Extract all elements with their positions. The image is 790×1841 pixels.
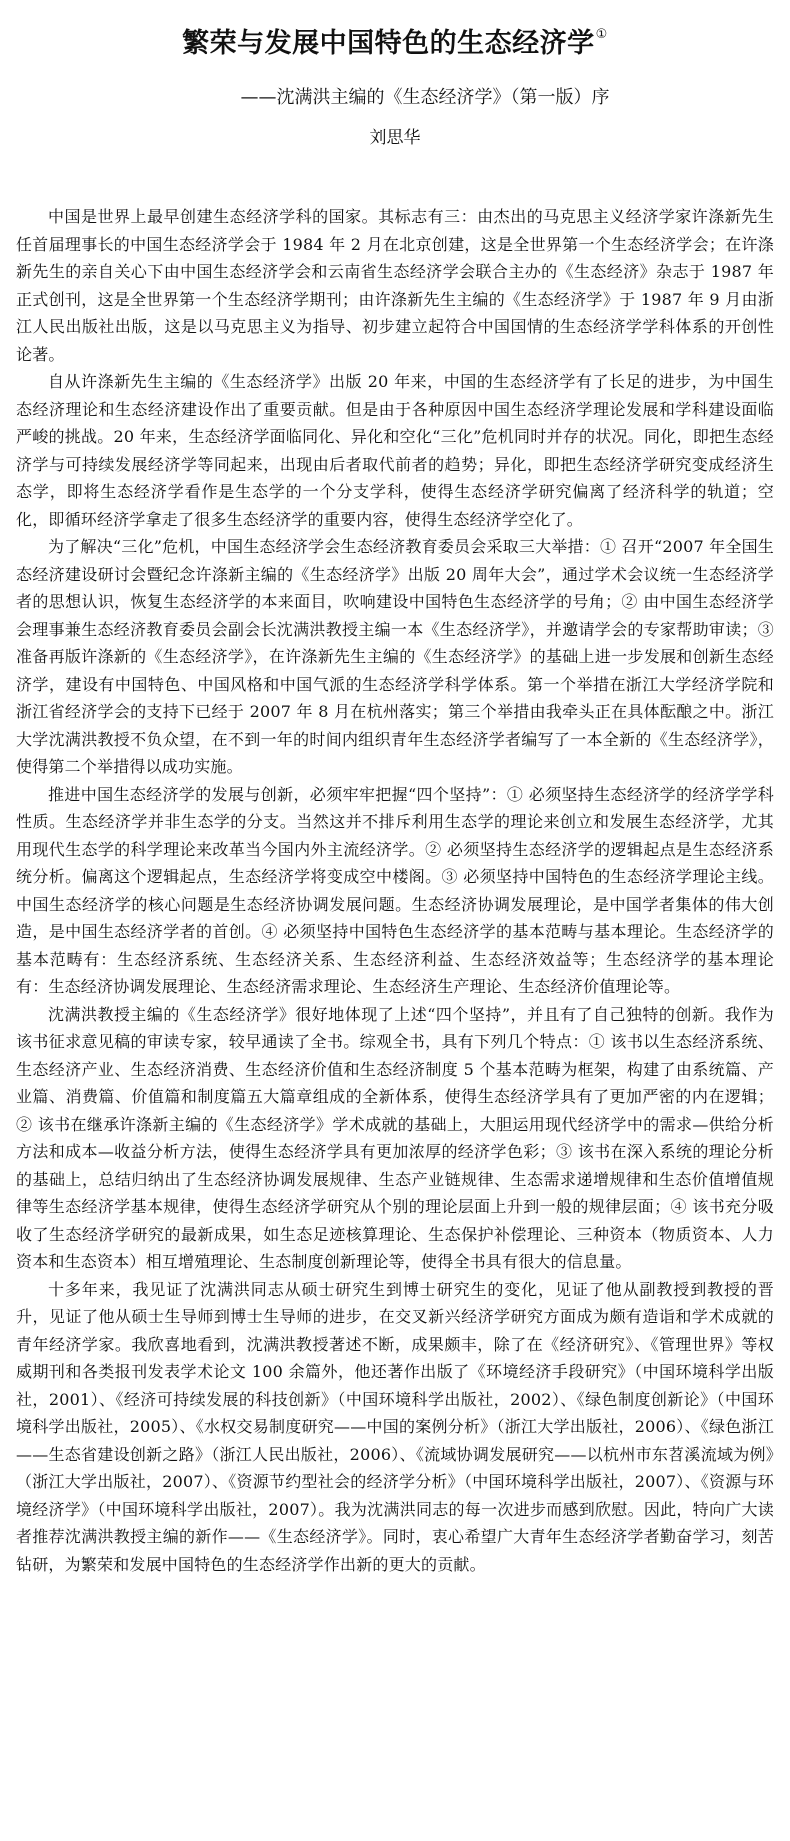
paragraph: 沈满洪教授主编的《生态经济学》很好地体现了上述“四个坚持”，并且有了自己独特的创新。我作为该书征求意见稿的审读专家，较早通读了全书。综观全书，具有下列几个特点：① 该书以生态经济系统、生态经济产业、生态经济消费、生态经济价值和生态经济制度 5 个基本范畴为框架，构建了由系统篇、产业篇、消费篇、价值篇和制度篇五大篇章组成的全新体系，使得生态经济学具有了更加严密的内在逻辑；② 该书在继承许涤新主编的《生态经济学》学术成就的基础上，大胆运用现代经济学中的需求—供给分析方法和成本—收益分析方法，使得生态经济学具有更加浓厚的经济学色彩；③ 该书在深入系统的理论分析的基础上，总结归纳出了生态经济协调发展规律、生态产业链规律、生态需求递增规律和生态价值增值规律等生态经济学基本规律，使得生态经济学研究从个别的理论层面上升到一般的规律层面；④ 该书充分吸收了生态经济学研究的最新成果，如生态足迹核算理论、生态保护补偿理论、三种资本（物质资本、人力资本和生态资本）相互增殖理论、生态制度创新理论等，使得全书具有很大的信息量。 (16, 1004, 774, 1271)
page-title (16, 16, 774, 63)
paragraph: 中国是世界上最早创建生态经济学科的国家。其标志有三：由杰出的马克思主义经济学家许涤新先生任首届理事长的中国生态经济学会于 1984 年 2 月在北京创建，这是全世界第一个生态经济学会；在许涤新先生的亲自关心下由中国生态经济学会和云南省生态经济学会联合主办的《生态经济》杂志于 1987 年正式创刊，这是全世界第一个生态经济学期刊；由许涤新先生主编的《生态经济学》于 1987 年 9 月由浙江人民出版社出版，这是以马克思主义为指导、初步建立起符合中国国情的生态经济学学科体系的开创性论著。 (16, 207, 774, 364)
footnote-marker: ① (595, 27, 608, 42)
paragraph: 自从许涤新先生主编的《生态经济学》出版 20 年来，中国的生态经济学有了长足的进步，为中国生态经济理论和生态经济建设作出了重要贡献。但是由于各种原因中国生态经济学理论发展和学科建设面临严峻的挑战。20 年来，生态经济学面临同化、异化和空化“三化”危机同时并存的状况。同化，即把生态经济学与可持续发展经济学等同起来，出现由后者取代前者的趋势；异化，即把生态经济学研究变成经济生态学，即将生态经济学看作是生态学的一个分支学科，使得生态经济学研究偏离了经济科学的轨道；空化，即循环经济学拿走了很多生态经济学的重要内容，使得生态经济学空化了。 (16, 372, 774, 529)
article-body (16, 203, 774, 1578)
author-name: 刘思华 (369, 128, 421, 148)
paragraph: 推进中国生态经济学的发展与创新，必须牢牢把握“四个坚持”：① 必须坚持生态经济学的经济学学科性质。生态经济学并非生态学的分支。当然这并不排斥利用生态学的理论来创立和发展生态经济学，尤其用现代生态学的科学理论来改革当今国内外主流经济学。② 必须坚持生态经济学的逻辑起点是生态经济系统分析。偏离这个逻辑起点，生态经济学将变成空中楼阁。③ 必须坚持中国特色的生态经济学理论主线。中国生态经济学的核心问题是生态经济协调发展问题。生态经济协调发展理论，是中国学者集体的伟大创造，是中国生态经济学者的首创。④ 必须坚持中国特色生态经济学的基本范畴与基本理论。生态经济学的基本范畴有：生态经济系统、生态经济关系、生态经济利益、生态经济效益等；生态经济学的基本理论有：生态经济协调发展理论、生态经济需求理论、生态经济生产理论、生态经济价值理论等。 (16, 784, 774, 996)
title-text: 繁荣与发展中国特色的生态经济学 (182, 28, 595, 59)
paragraph: 为了解决“三化”危机，中国生态经济学会生态经济教育委员会采取三大举措：① 召开“2007 年全国生态经济建设研讨会暨纪念许涤新主编的《生态经济学》出版 20 周年大会”，通过学术会议统一生态经济学者的思想认识，恢复生态经济学的本来面目，吹响建设中国特色生态经济学的号角；② 由中国生态经济学会理事兼生态经济教育委员会副会长沈满洪教授主编一本《生态经济学》，并邀请学会的专家帮助审读；③ 准备再版许涤新的《生态经济学》，在许涤新先生主编的《生态经济学》的基础上进一步发展和创新生态经济学，建设有中国特色、中国风格和中国气派的生态经济学科学体系。第一个举措在浙江大学经济学院和浙江省经济学会的支持下已经于 2007 年 8 月在杭州落实；第三个举措由我牵头正在具体酝酿之中。浙江大学沈满洪教授不负众望，在不到一年的时间内组织青年生态经济学者编写了一本全新的《生态经济学》，使得第二个举措得以成功实施。 (16, 537, 774, 776)
paragraph: 十多年来，我见证了沈满洪同志从硕士研究生到博士研究生的变化，见证了他从副教授到教授的晋升，见证了他从硕士生导师到博士生导师的进步，在交叉新兴经济学研究方面成为颇有造诣和学术成就的青年经济学家。我欣喜地看到，沈满洪教授著述不断，成果颇丰，除了在《经济研究》、《管理世界》等权威期刊和各类报刊发表学术论文 100 余篇外，他还著作出版了《环境经济手段研究》（中国环境科学出版社，2001）、《经济可持续发展的科技创新》（中国环境科学出版社，2002）、《绿色制度创新论》（中国环境科学出版社，2005）、《水权交易制度研究——中国的案例分析》（浙江大学出版社，2006）、《绿色浙江——生态省建设创新之路》（浙江人民出版社，2006）、《流域协调发展研究——以杭州市东苕溪流域为例》（浙江大学出版社，2007）、《资源节约型社会的经济学分析》（中国环境科学出版社，2007）、《资源与环境经济学》（中国环境科学出版社，2007）。我为沈满洪同志的每一次进步而感到欣慰。因此，特向广大读者推荐沈满洪教授主编的新作——《生态经济学》。同时，衷心希望广大青年生态经济学者勤奋学习，刻苦钻研，为繁荣和发展中国特色的生态经济学作出新的更大的贡献。 (16, 1279, 774, 1574)
page-subtitle: ——沈满洪主编的《生态经济学》（第一版）序 (240, 87, 610, 108)
